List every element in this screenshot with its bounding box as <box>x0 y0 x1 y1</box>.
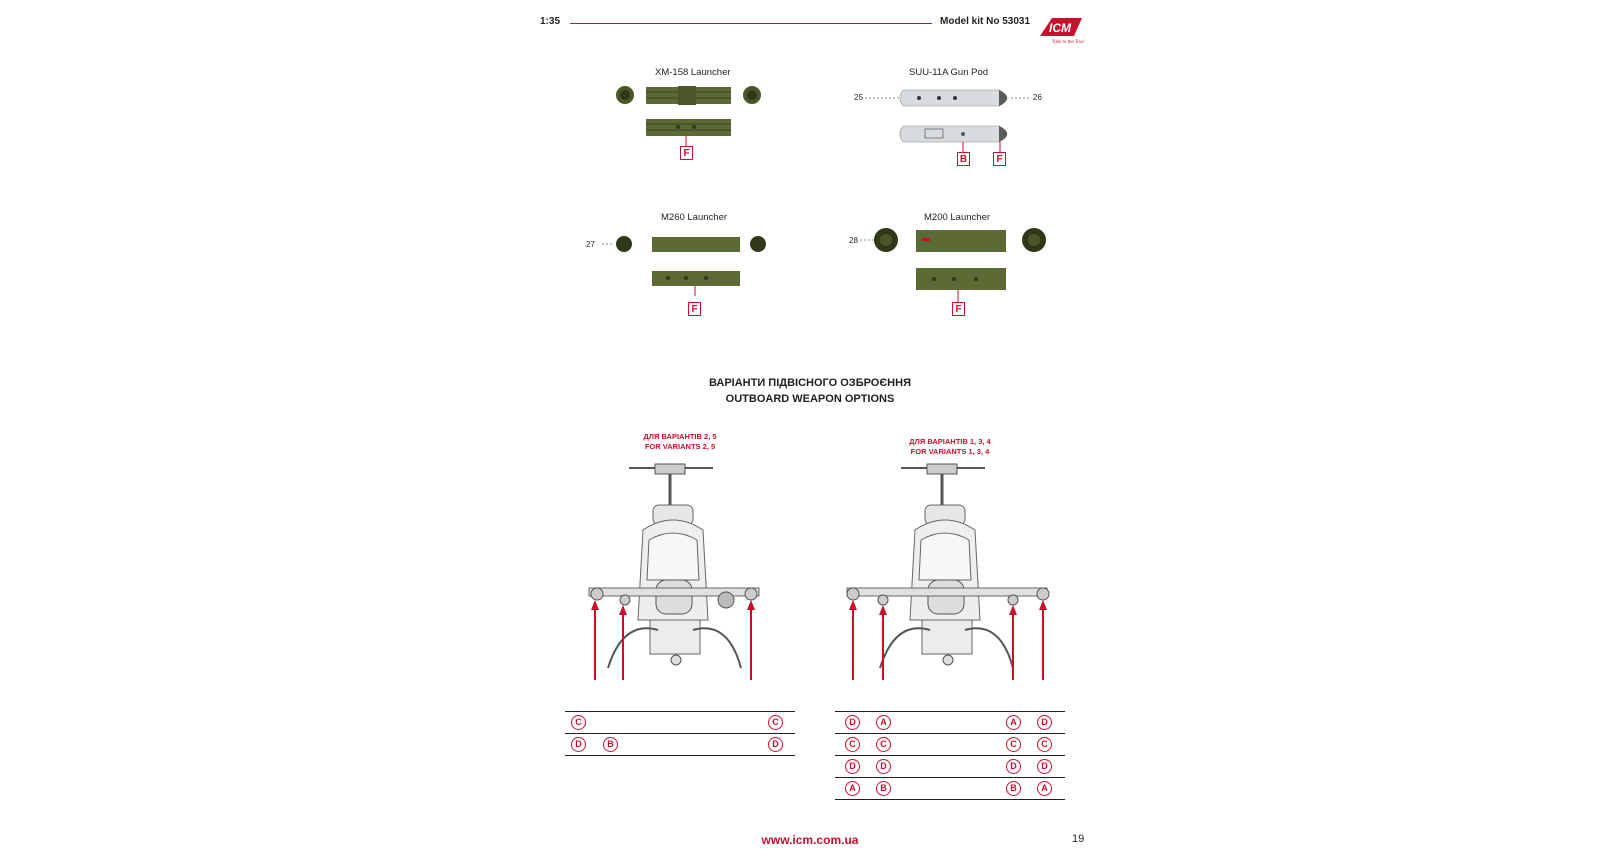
svg-text:Take to the Tool: Take to the Tool <box>1052 40 1084 44</box>
option-letter-c: C <box>768 715 783 730</box>
helicopter-front-view-right <box>835 460 1065 680</box>
table-row <box>835 712 1065 734</box>
table-row <box>565 712 795 734</box>
part-letter-f: F <box>688 302 701 316</box>
icm-logo <box>1038 14 1086 44</box>
option-letter: A <box>1006 715 1021 730</box>
helicopter-front-view-left <box>563 460 793 680</box>
option-letter: D <box>876 759 891 774</box>
section-title-en: OUTBOARD WEAPON OPTIONS <box>725 393 895 405</box>
option-letter: A <box>845 781 860 796</box>
part-letter-b: B <box>957 152 970 166</box>
kit-number: Model kit No 53031 <box>940 16 1031 27</box>
variants-right-label <box>880 437 1020 457</box>
callout-number: 26 <box>1033 93 1042 102</box>
part-letter-f: F <box>993 152 1006 166</box>
callout-number: 28 <box>849 236 858 245</box>
callout-number: 25 <box>854 93 863 102</box>
m200-launcher-drawing <box>858 222 1048 312</box>
option-letter: C <box>876 737 891 752</box>
website-link[interactable]: www.icm.com.ua <box>761 833 859 847</box>
header-rule <box>570 23 932 24</box>
option-letter: D <box>1037 715 1052 730</box>
part-letter-f: F <box>952 302 965 316</box>
suu11a-title: SUU-11A Gun Pod <box>909 67 989 78</box>
table-row <box>835 778 1065 800</box>
part-letter-f: F <box>680 146 693 160</box>
option-letter: B <box>1006 781 1021 796</box>
callout-number: 27 <box>586 240 595 249</box>
option-letter: C <box>1006 737 1021 752</box>
section-title-ua: ВАРІАНТИ ПІДВІСНОГО ОЗБРОЄННЯ <box>709 377 911 389</box>
scale-label: 1:35 <box>540 16 561 27</box>
options-table-left <box>565 711 795 756</box>
xm158-title: XM-158 Launcher <box>655 67 731 78</box>
svg-text:ICM: ICM <box>1049 21 1071 35</box>
option-letter: D <box>1037 759 1052 774</box>
option-letter-b: B <box>603 737 618 752</box>
option-letter: C <box>1037 737 1052 752</box>
option-letter: C <box>845 737 860 752</box>
suu11a-gun-pod-drawing <box>863 84 1033 164</box>
table-row <box>835 756 1065 778</box>
m200-title: M200 Launcher <box>924 212 991 223</box>
option-letter: D <box>845 715 860 730</box>
table-row <box>565 734 795 756</box>
options-table-right <box>835 711 1065 800</box>
option-letter: D <box>1006 759 1021 774</box>
m260-title: M260 Launcher <box>661 212 728 223</box>
option-letter-d: D <box>768 737 783 752</box>
variants-left-label-ua: ДЛЯ ВАРІАНТІВ 2, 5 <box>643 432 717 441</box>
option-letter: B <box>876 781 891 796</box>
page-number: 19 <box>1072 833 1085 845</box>
option-letter-d: D <box>571 737 586 752</box>
variants-left-label-en: FOR VARIANTS 2, 5 <box>644 442 716 451</box>
option-letter: A <box>1037 781 1052 796</box>
option-letter-c: C <box>571 715 586 730</box>
option-letter: A <box>876 715 891 730</box>
variants-right-label-ua: ДЛЯ ВАРІАНТІВ 1, 3, 4 <box>909 437 991 446</box>
variants-left-label <box>620 432 740 452</box>
variants-right-label-en: FOR VARIANTS 1, 3, 4 <box>910 447 990 456</box>
table-row <box>835 734 1065 756</box>
option-letter: D <box>845 759 860 774</box>
